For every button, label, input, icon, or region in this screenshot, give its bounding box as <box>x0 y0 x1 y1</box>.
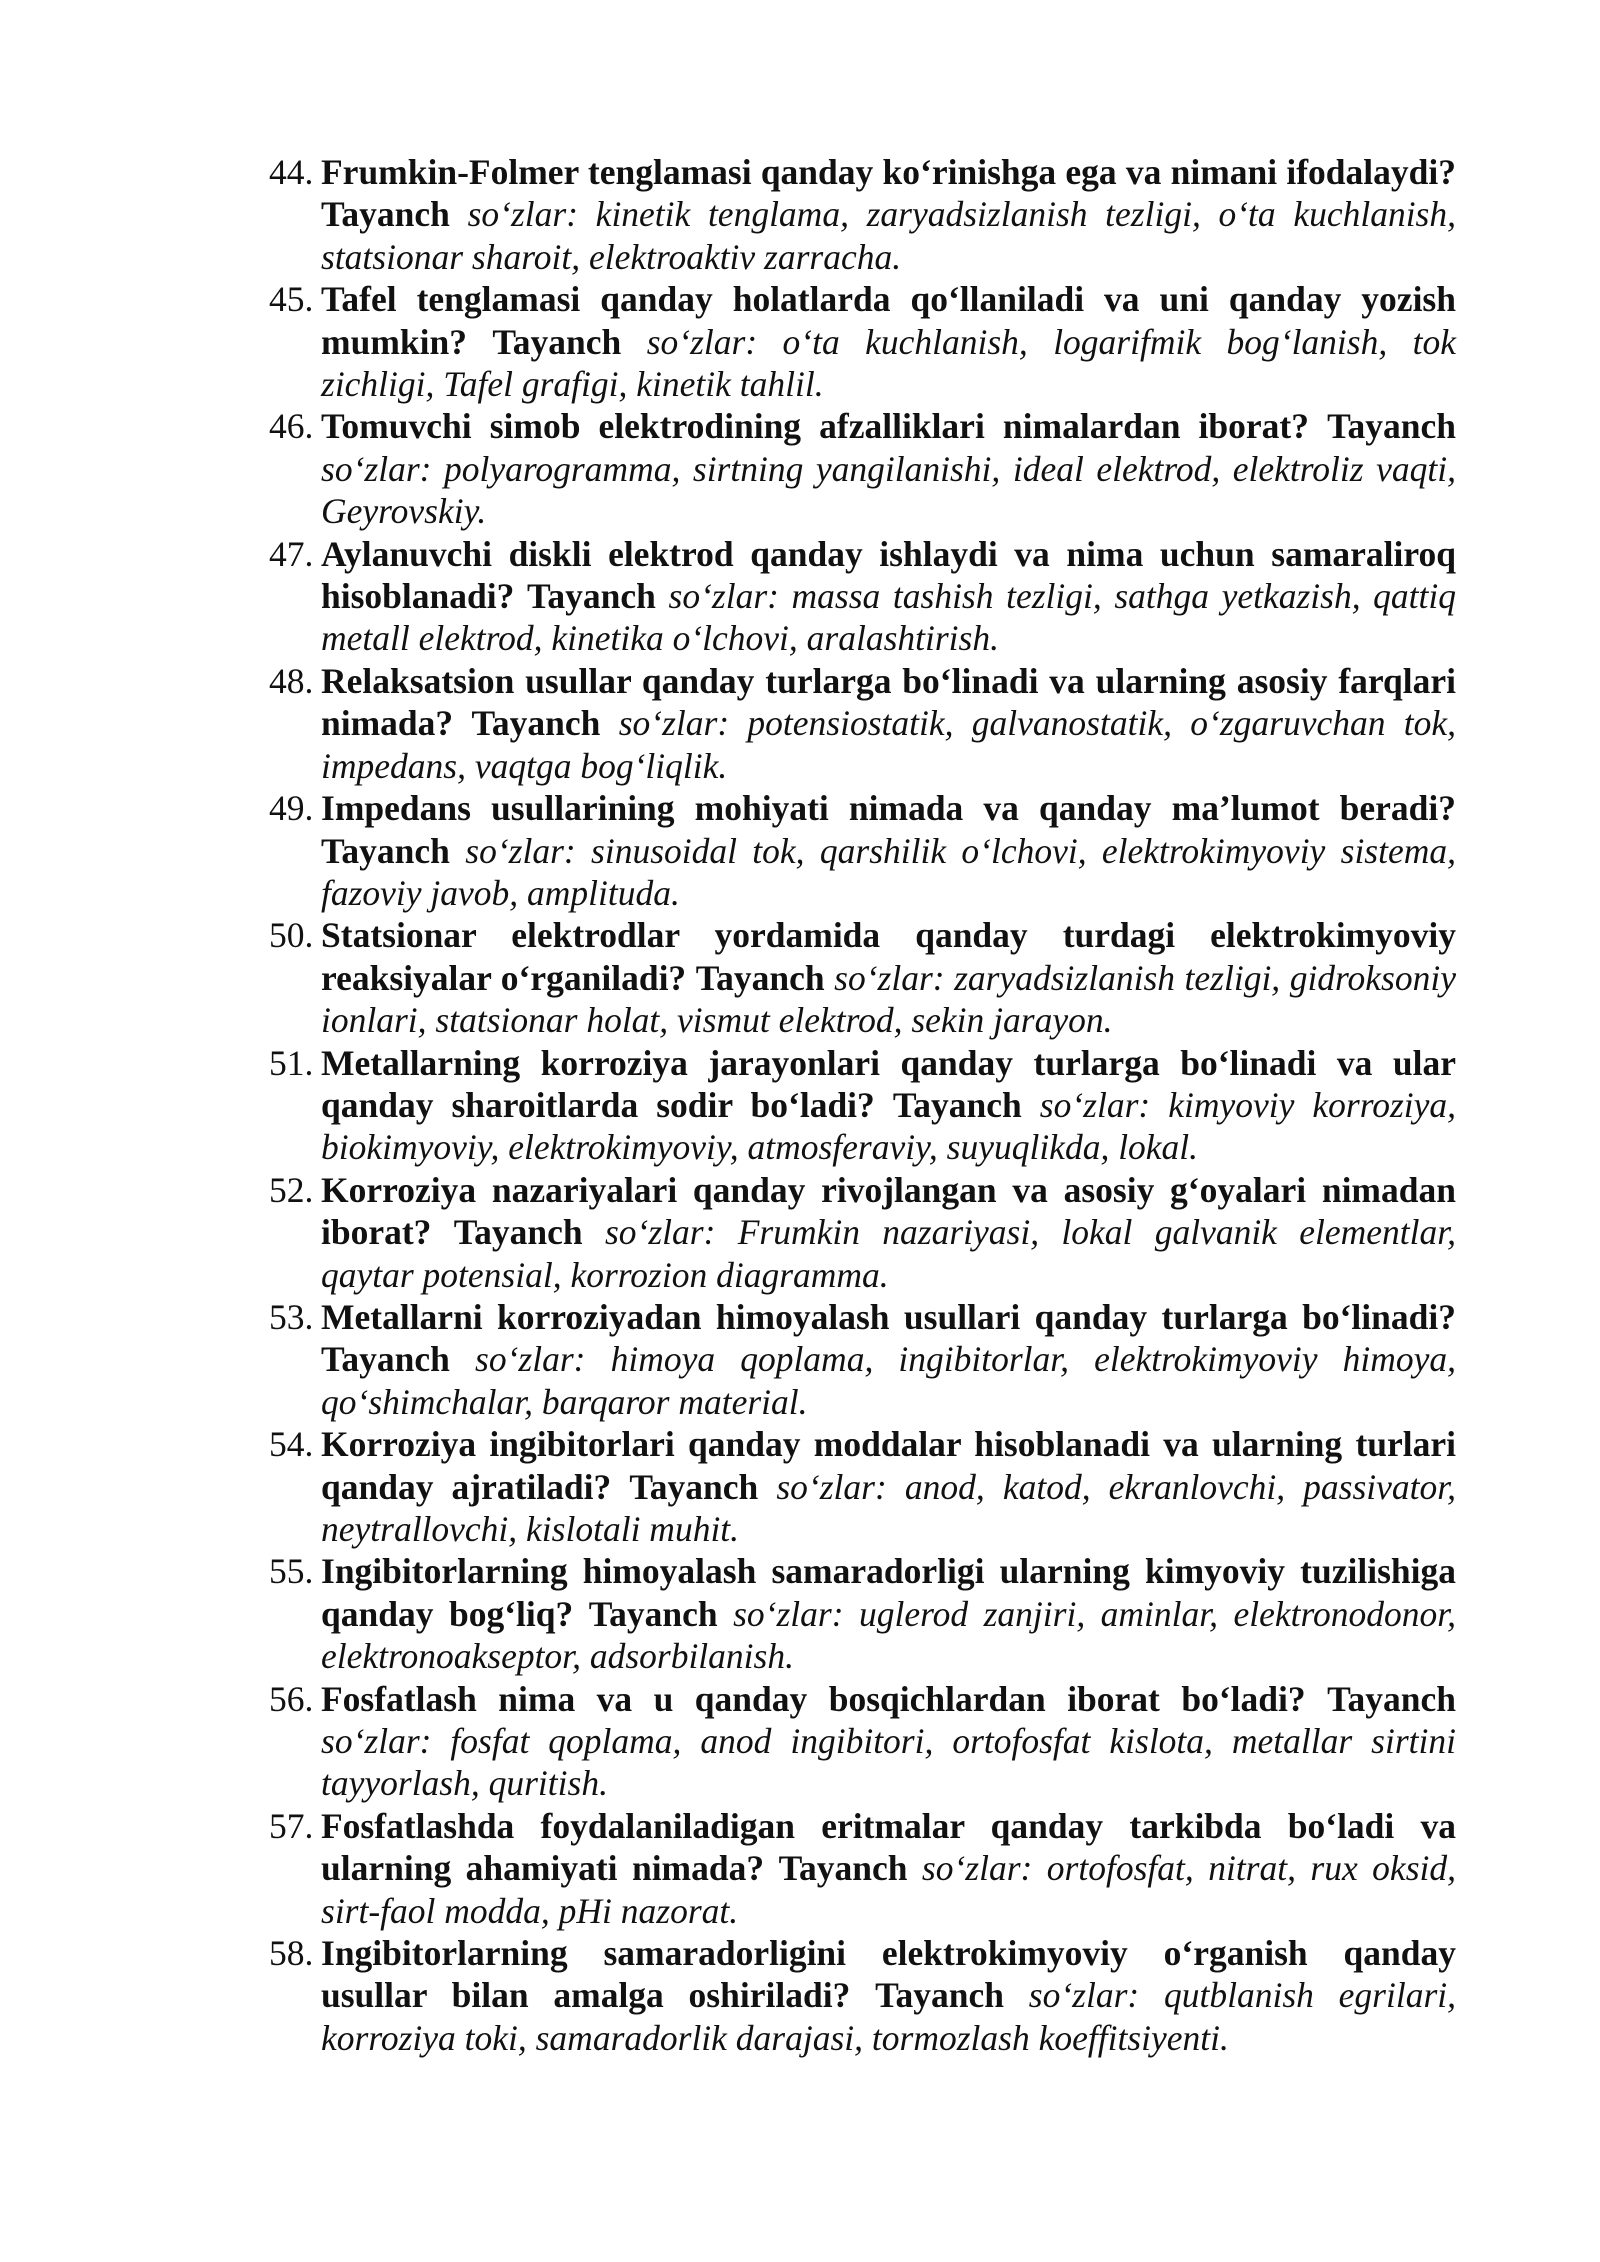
question-number: 48. <box>269 660 314 701</box>
question-number: 51. <box>269 1042 314 1083</box>
question-body <box>321 914 1456 1041</box>
question-number: 56. <box>269 1678 314 1719</box>
question-list <box>269 151 1456 2059</box>
keywords-text: so‘zlar: kinetik tenglama, zaryadsizlanish tezligi, o‘ta kuchlanish, statsionar sharoit, elektroaktiv zarracha. <box>321 194 1456 277</box>
keywords-text: so‘zlar: zaryadsizlanish tezligi, gidroksoniy ionlari, statsionar holat, vismut elektrod, sekin jarayon. <box>321 957 1456 1041</box>
question-item <box>269 1805 1456 1932</box>
question-body <box>321 1805 1456 1932</box>
keywords-label: Tayanch <box>1327 406 1457 447</box>
question-number: 52. <box>269 1169 314 1210</box>
question-text: Korroziya nazariyalari qanday rivojlangan va asosiy g‘oyalari nimadan iborat? <box>321 1169 1456 1253</box>
question-text: Korroziya ingibitorlari qanday moddalar hisoblanadi va ularning turlari qanday ajratiladi? <box>321 1424 1456 1507</box>
question-item <box>269 1932 1456 2059</box>
question-body <box>321 1678 1456 1805</box>
keywords-text: so‘zlar: ortofosfat, nitrat, rux oksid, sirt-faol modda, pHi nazorat. <box>321 1848 1456 1931</box>
question-item <box>269 1678 1456 1805</box>
keywords-text: so‘zlar: sinusoidal tok, qarshilik o‘lchovi, elektrokimyoviy sistema, fazoviy javob, amplituda. <box>321 830 1457 913</box>
question-number: 46. <box>269 406 314 447</box>
keywords-label: Tayanch <box>875 1975 1005 2016</box>
question-item <box>269 660 1456 787</box>
question-body <box>321 660 1456 787</box>
question-text: Frumkin-Folmer tenglamasi qanday ko‘rinishga ega va nimani ifodalaydi? <box>321 152 1456 192</box>
question-item <box>269 405 1456 532</box>
question-text: Ingibitorlarning samaradorligini elektrokimyoviy o‘rganish qanday usullar bilan amalga oshiriladi? <box>321 1933 1456 2016</box>
keywords-label: Tayanch <box>778 1848 908 1889</box>
keywords-label: Tayanch <box>1327 1678 1456 1719</box>
keywords-text: so‘zlar: o‘ta kuchlanish, logarifmik bog‘lanish, tok zichligi, Tafel grafigi, kinetik tahlil. <box>321 321 1456 405</box>
keywords-label: Tayanch <box>492 321 622 362</box>
question-body <box>321 1296 1456 1423</box>
keywords-label: Tayanch <box>892 1084 1022 1125</box>
question-text: Fosfatlashda foydalaniladigan eritmalar qanday tarkibda bo‘ladi va ularning ahamiyati nimada? <box>321 1805 1456 1889</box>
question-body <box>321 533 1456 660</box>
question-text: Metallarning korroziya jarayonlari qanday turlarga bo‘linadi va ular qanday sharoitlarda sodir bo‘ladi? <box>321 1042 1456 1125</box>
question-number: 57. <box>269 1805 314 1846</box>
question-item <box>269 1296 1456 1423</box>
question-body <box>321 1042 1456 1169</box>
question-number: 53. <box>269 1296 314 1337</box>
question-body <box>321 1423 1456 1550</box>
question-item <box>269 533 1456 660</box>
question-number: 50. <box>269 915 314 956</box>
keywords-text: so‘zlar: fosfat qoplama, anod ingibitori, ortofosfat kislota, metallar sirtini tayyorlash, quritish. <box>321 1721 1456 1804</box>
question-item <box>269 1423 1456 1550</box>
keywords-text: so‘zlar: potensiostatik, galvanostatik, o‘zgaruvchan tok, impedans, vaqtga bog‘liqlik. <box>321 703 1457 786</box>
question-number: 45. <box>269 279 314 320</box>
question-text: Metallarni korroziyadan himoyalash usullari qanday turlarga bo‘linadi? <box>321 1296 1456 1337</box>
question-number: 49. <box>269 788 314 829</box>
question-text: Tomuvchi simob elektrodining afzalliklari nimalardan iborat? <box>321 406 1309 447</box>
question-body <box>321 1550 1456 1677</box>
question-body <box>321 278 1456 405</box>
keywords-text: so‘zlar: polyarogramma, sirtning yangilanishi, ideal elektrod, elektroliz vaqti, Geyrovskiy. <box>321 448 1456 532</box>
question-item <box>269 1169 1456 1296</box>
keywords-label: Tayanch <box>629 1466 759 1507</box>
question-text: Aylanuvchi diskli elektrod qanday ishlaydi va nima uchun samaraliroq hisoblanadi? <box>321 533 1456 617</box>
keywords-label: Tayanch <box>526 576 656 617</box>
keywords-label: Tayanch <box>321 830 450 871</box>
question-item <box>269 151 1456 278</box>
question-text: Relaksatsion usullar qanday turlarga bo‘linadi va ularning asosiy farqlari nimada? <box>321 660 1456 744</box>
keywords-text: so‘zlar: qutblanish egrilari, korroziya toki, samaradorlik darajasi, tormozlash koeffitsiyenti. <box>321 1975 1457 2058</box>
question-item <box>269 787 1456 914</box>
question-body <box>321 1169 1456 1296</box>
question-number: 58. <box>269 1933 314 1974</box>
question-item <box>269 914 1456 1041</box>
keywords-text: so‘zlar: anod, katod, ekranlovchi, passivator, neytrallovchi, kislotali muhit. <box>321 1466 1457 1549</box>
question-text: Statsionar elektrodlar yordamida qanday turdagi elektrokimyoviy reaksiyalar o‘rganiladi? <box>321 915 1456 998</box>
keywords-text: so‘zlar: kimyoviy korroziya, biokimyoviy, elektrokimyoviy, atmosferaviy, suyuqlikda, lokal. <box>321 1084 1457 1168</box>
question-item <box>269 1042 1456 1169</box>
keywords-text: so‘zlar: uglerod zanjiri, aminlar, elektronodonor, elektronoakseptor, adsorbilanish. <box>321 1593 1456 1677</box>
keywords-label: Tayanch <box>321 1339 450 1380</box>
question-number: 55. <box>269 1551 314 1592</box>
question-body <box>321 787 1456 914</box>
question-number: 47. <box>269 533 314 574</box>
question-body <box>321 1932 1456 2059</box>
keywords-label: Tayanch <box>695 957 825 998</box>
keywords-label: Tayanch <box>588 1593 718 1634</box>
question-number: 54. <box>269 1424 314 1465</box>
question-item <box>269 278 1456 405</box>
keywords-label: Tayanch <box>321 194 450 235</box>
question-body <box>321 405 1456 532</box>
keywords-text: so‘zlar: himoya qoplama, ingibitorlar, elektrokimyoviy himoya, qo‘shimchalar, barqaror material. <box>321 1339 1457 1422</box>
question-text: Tafel tenglamasi qanday holatlarda qo‘llaniladi va uni qanday yozish mumkin? <box>321 279 1456 362</box>
keywords-text: so‘zlar: Frumkin nazariyasi, lokal galvanik elementlar, qaytar potensial, korrozion diagramma. <box>321 1212 1456 1295</box>
keywords-label: Tayanch <box>471 703 601 744</box>
question-body <box>321 151 1456 278</box>
keywords-label: Tayanch <box>453 1212 583 1253</box>
question-text: Ingibitorlarning himoyalash samaradorligi ularning kimyoviy tuzilishiga qanday bog‘liq? <box>321 1551 1456 1634</box>
question-item <box>269 1550 1456 1677</box>
keywords-text: so‘zlar: massa tashish tezligi, sathga yetkazish, qattiq metall elektrod, kinetika o‘lchovi, aralashtirish. <box>321 576 1457 659</box>
question-text: Impedans usullarining mohiyati nimada va qanday ma’lumot beradi? <box>321 788 1456 829</box>
question-text: Fosfatlash nima va u qanday bosqichlardan iborat bo‘ladi? <box>321 1678 1306 1719</box>
question-number: 44. <box>269 152 314 192</box>
